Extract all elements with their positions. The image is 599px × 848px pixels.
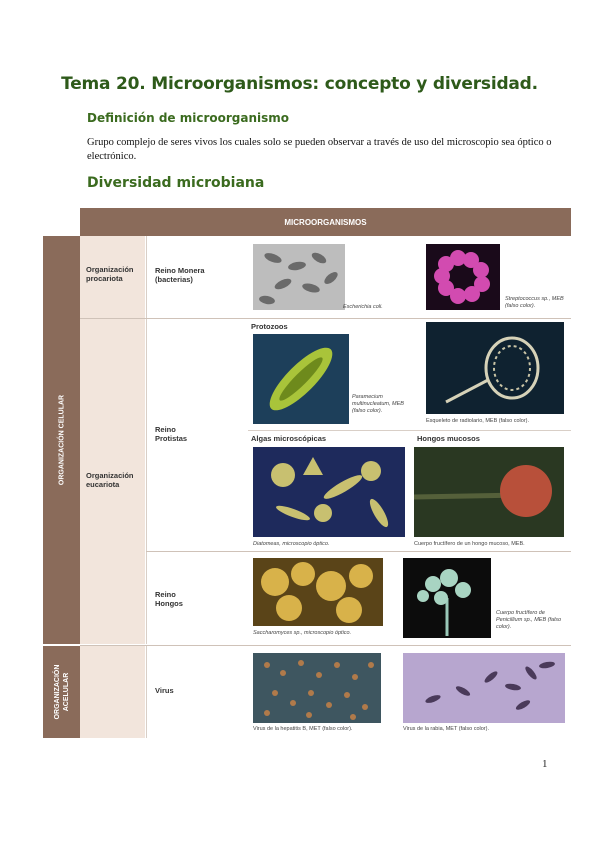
row-divider — [80, 645, 571, 646]
page-number: 1 — [542, 758, 548, 770]
label-hongos: Reino Hongos — [155, 590, 183, 608]
ecoli-image — [253, 244, 345, 310]
caption-streptococcus: Streptococcus sp., MEB (falso color). — [505, 296, 564, 309]
caption-radiolario: Esqueleto de radiolario, MEB (falso color). — [426, 418, 530, 424]
streptococcus-image — [426, 244, 500, 310]
side-cellular-text: ORGANIZACIÓN CELULAR — [58, 394, 65, 486]
caption-penicillium: Cuerpo fructífero de Penicillium sp., MEB (falso color). — [496, 610, 562, 630]
label-procariota: Organización procariota — [86, 265, 134, 283]
side-acellular-text: ORGANIZACIÓN ACELULAR — [53, 664, 70, 720]
caption-rabia: Virus de la rabia, MET (falso color). — [403, 726, 489, 732]
definition-paragraph: Grupo complejo de seres vivos los cuales solo se pueden observar a través de uso del microscopio sea óptico o electrónico. — [87, 137, 552, 162]
paramecium-image — [253, 334, 349, 424]
subheading-protozoos: Protozoos — [251, 322, 288, 331]
caption-hongo-mucoso: Cuerpo fructífero de un hongo mucoso, MEB. — [414, 541, 525, 547]
side-label-cellular — [43, 236, 80, 644]
subheading-hongos-mucosos: Hongos mucosos — [417, 434, 480, 443]
page-title: Tema 20. Microorganismos: concepto y diversidad. — [61, 74, 538, 94]
caption-paramecium: Paramecium multinucleatum, MEB (falso color). — [352, 394, 404, 414]
cell-acellular-blank — [80, 646, 145, 738]
cell-protistas — [146, 319, 244, 551]
caption-saccharomyces: Saccharomyces sp., microscopio óptico. — [253, 630, 352, 636]
cell-monera — [146, 236, 244, 318]
rabia-virus-image — [403, 653, 565, 723]
cell-eucariota — [80, 319, 145, 644]
row-divider — [80, 318, 571, 319]
radiolario-image — [426, 322, 564, 414]
caption-ecoli: Escherichia coli. — [343, 304, 383, 310]
label-protistas: Reino Protistas — [155, 425, 188, 443]
label-virus: Virus — [155, 686, 174, 695]
heading-definition: Definición de microorganismo — [87, 111, 290, 125]
row-divider — [146, 551, 571, 552]
label-monera: Reino Monera (bacterias) — [155, 266, 205, 284]
heading-diversity: Diversidad microbiana — [87, 175, 265, 191]
hepatitis-virus-image — [253, 653, 381, 723]
saccharomyces-image — [253, 558, 383, 626]
hongo-mucoso-image — [414, 447, 564, 537]
cell-virus — [146, 646, 244, 738]
cell-hongos — [146, 552, 244, 644]
cell-procariota — [80, 236, 145, 318]
label-eucariota: Organización eucariota — [86, 471, 134, 489]
figure-header: MICROORGANISMOS — [80, 208, 571, 236]
side-label-acellular — [43, 646, 80, 738]
caption-hepatitis: Virus de la hepatitis B, MET (falso color). — [253, 726, 353, 732]
diatomeas-image — [253, 447, 405, 537]
subheading-algas: Algas microscópicas — [251, 434, 327, 443]
microorganisms-figure — [43, 208, 571, 738]
caption-diatomeas: Diatomeas, microscopio óptico. — [253, 541, 330, 547]
row-divider — [248, 430, 571, 431]
penicillium-image — [403, 558, 491, 638]
